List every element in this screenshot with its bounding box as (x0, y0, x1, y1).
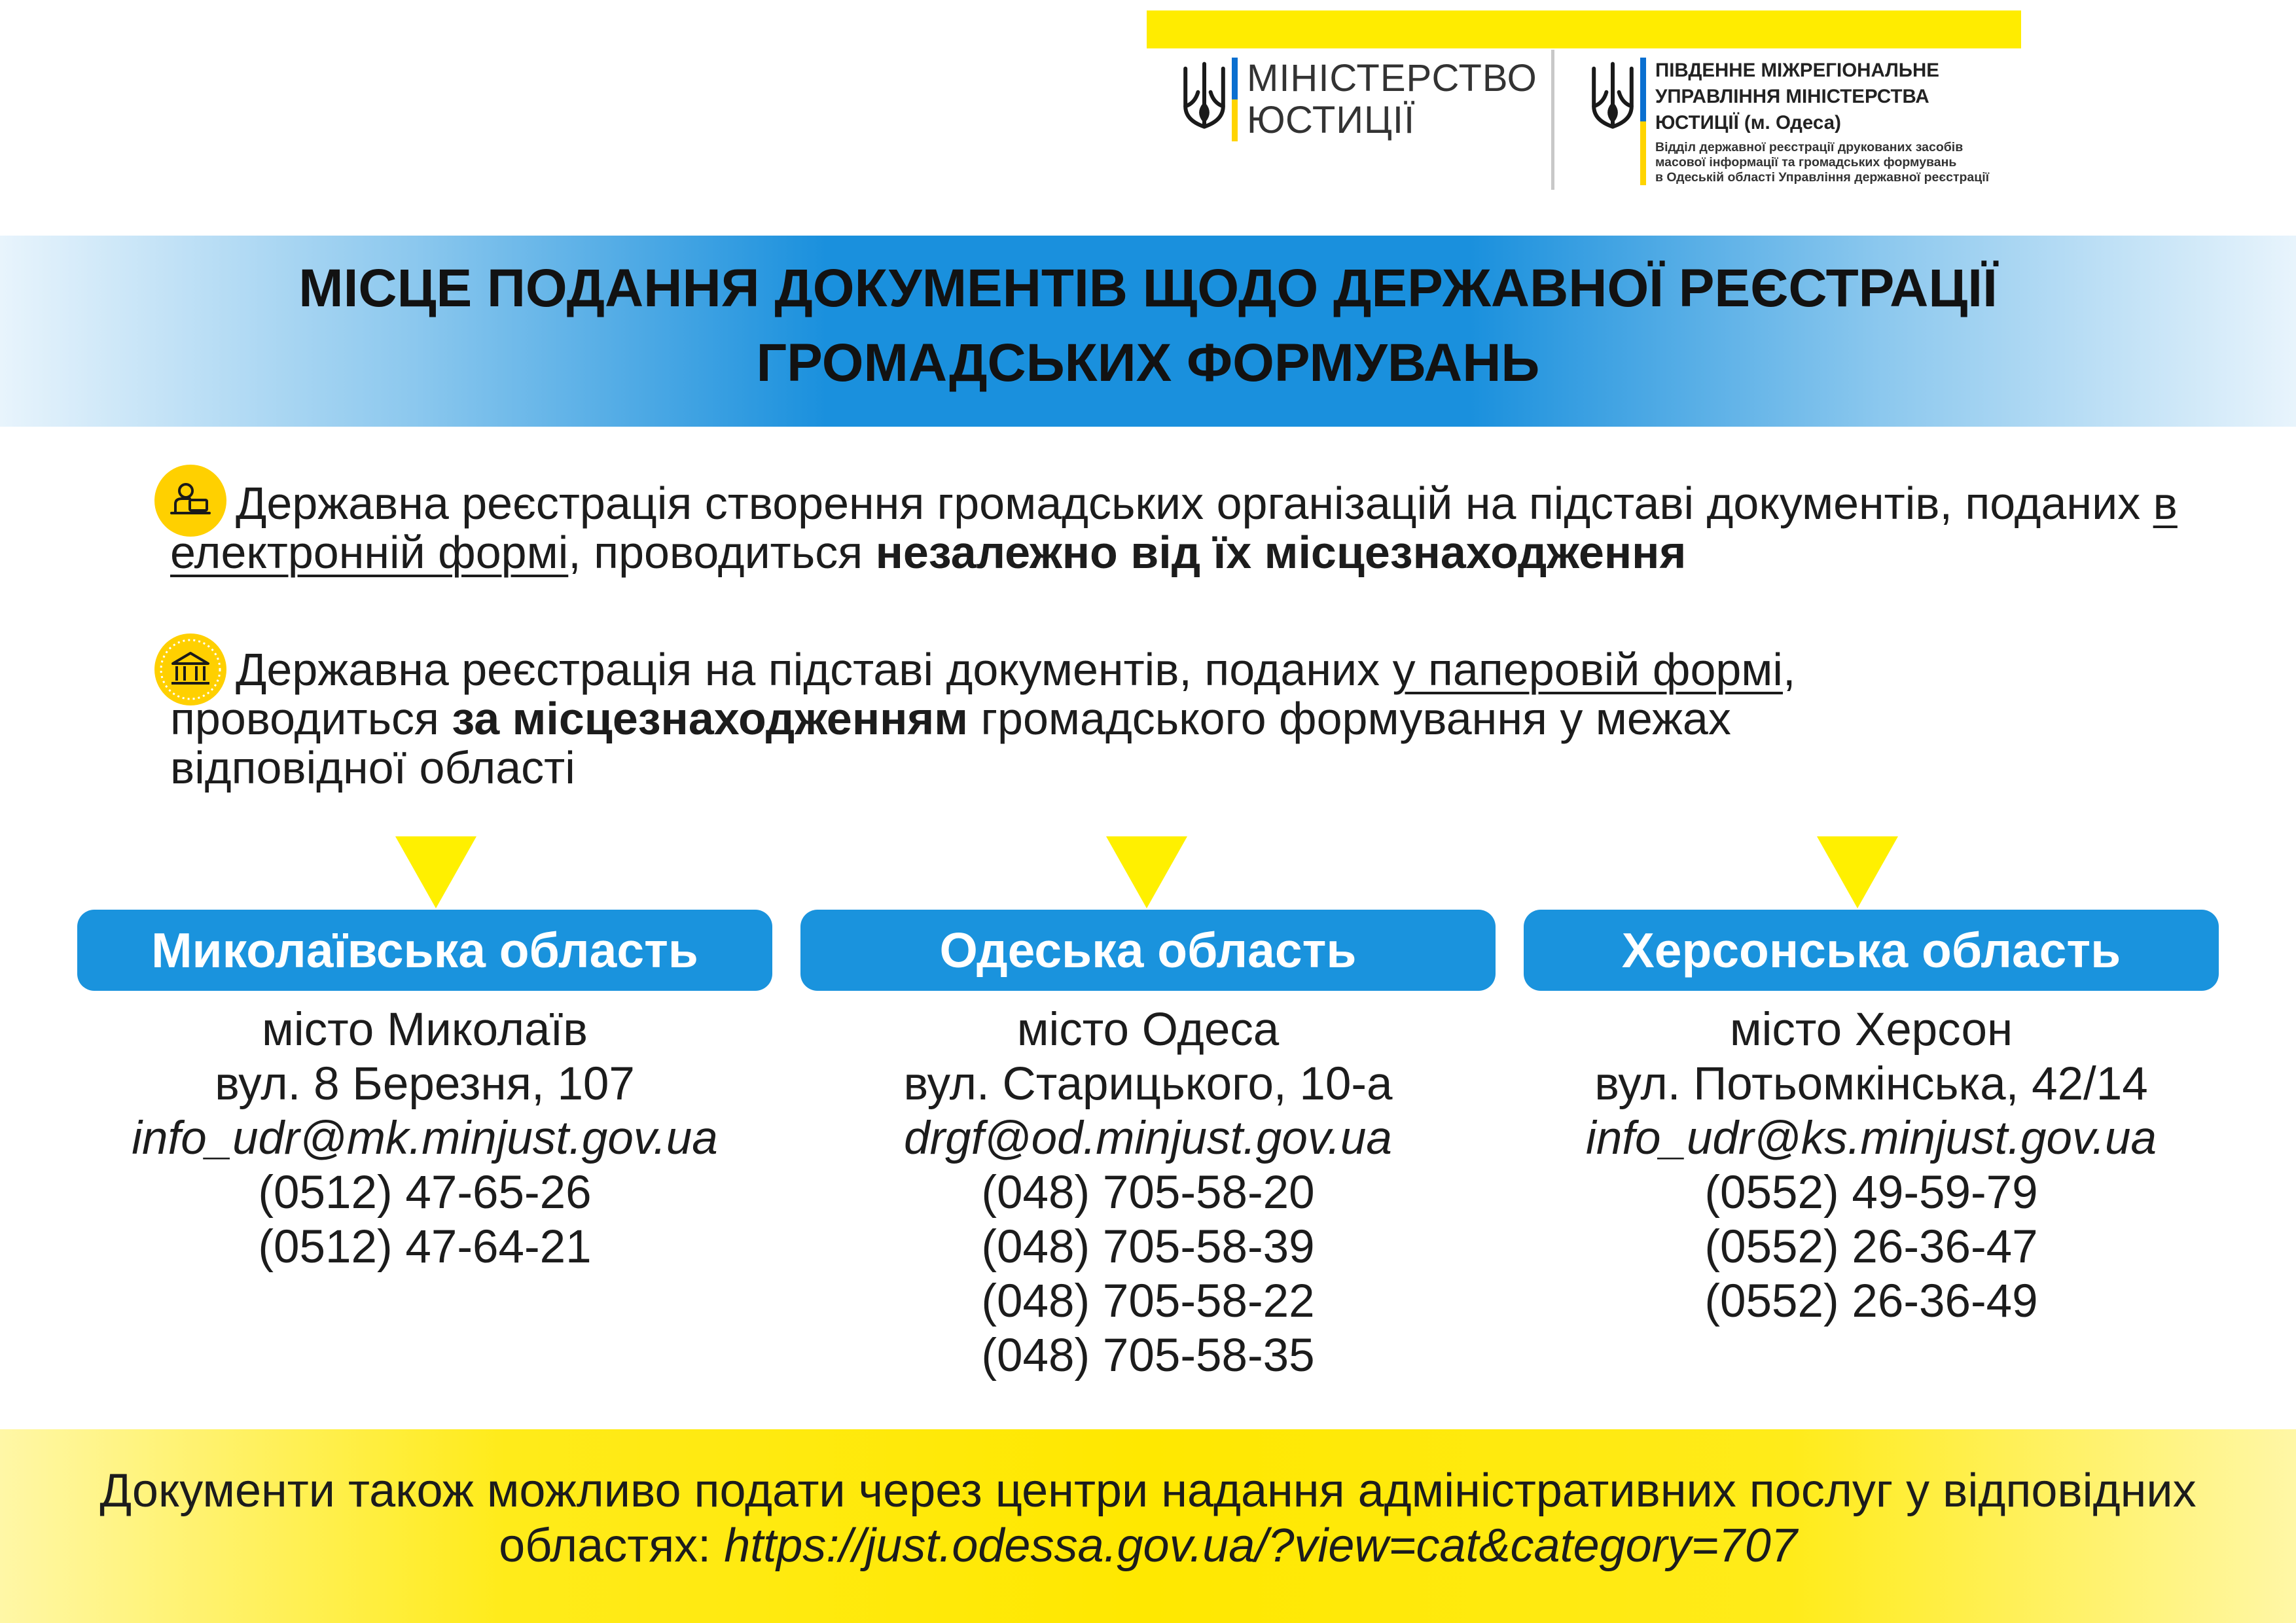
ministry-logo (1181, 58, 1537, 141)
phone: (0512) 47-64-21 (258, 1221, 592, 1273)
info-electronic-text: Державна реєстрація створення громадських організацій на підставі документів, поданих (236, 478, 2153, 529)
ministry-name: МІНІСТЕРСТВО ЮСТИЦІЇ (1247, 57, 1537, 141)
region-mykolaiv-contacts (77, 1003, 772, 1274)
phone: (0552) 49-59-79 (1704, 1167, 2038, 1219)
footer-text: Документи також можливо подати через центри надання адміністративних послуг у відповідних областях: (99, 1465, 2197, 1572)
page-title: МІСЦЕ ПОДАННЯ ДОКУМЕНТІВ ЩОДО ДЕРЖАВНОЇ РЕЄСТРАЦІЇ ГРОМАДСЬКИХ ФОРМУВАНЬ (298, 259, 1998, 393)
region-kherson-contacts (1524, 1003, 2219, 1329)
department-subtitle: Відділ державної реєстрації друкованих засобів масової інформації та громадських формувань в Одеській області Управління державної реєстрації (1655, 140, 1990, 185)
flag-stripe (1640, 58, 1646, 185)
arrow-down-icon (395, 836, 476, 908)
department-name: ПІВДЕННЕ МІЖРЕГІОНАЛЬНЕ УПРАВЛІННЯ МІНІСТЕРСТВА ЮСТИЦІЇ (м. Одеса) (1655, 60, 1939, 134)
email-link[interactable]: info_udr@mk.minjust.gov.ua (132, 1113, 718, 1164)
phone: (048) 705-58-35 (981, 1330, 1315, 1382)
info-paper-bold: за місцезнаходженням (452, 693, 969, 744)
city: місто Херсон (1729, 1004, 2013, 1056)
email-link[interactable]: info_udr@ks.minjust.gov.ua (1586, 1113, 2157, 1164)
address: вул. Старицького, 10-а (903, 1058, 1393, 1110)
department-logo (1589, 58, 1989, 185)
trident-icon (1181, 58, 1228, 136)
info-electronic-text-2: , проводиться (568, 527, 876, 578)
footer-link[interactable]: https://just.odessa.gov.ua/?view=cat&category=707 (724, 1520, 1797, 1572)
info-electronic-underlined: в електронній формі (170, 478, 2178, 578)
arrow-down-icon (1106, 836, 1187, 908)
region-kherson-header: Херсонська область (1524, 910, 2219, 991)
phone: (0552) 26-36-47 (1704, 1221, 2038, 1273)
info-paper (170, 645, 1977, 793)
email-link[interactable]: drgf@od.minjust.gov.ua (904, 1113, 1392, 1164)
info-paper-text-3: громадського формування у межах відповідної області (170, 693, 1731, 793)
address: вул. Потьомкінська, 42/14 (1594, 1058, 2148, 1110)
phone: (0552) 26-36-49 (1704, 1275, 2038, 1327)
logo-divider (1551, 50, 1554, 190)
phone: (048) 705-58-39 (981, 1221, 1315, 1273)
city: місто Одеса (1016, 1004, 1280, 1056)
phone: (0512) 47-65-26 (258, 1167, 592, 1219)
city: місто Миколаїв (262, 1004, 588, 1056)
region-odesa-contacts (800, 1003, 1496, 1383)
info-paper-underlined: у паперовій формі (1392, 644, 1783, 695)
region-mykolaiv-header: Миколаївська область (77, 910, 772, 991)
arrow-down-icon (1817, 836, 1898, 908)
address: вул. 8 Березня, 107 (215, 1058, 635, 1110)
info-electronic-bold: незалежно від їх місцезнаходження (875, 527, 1687, 578)
trident-icon (1589, 58, 1636, 136)
info-paper-text-2: , проводиться (170, 644, 1796, 744)
flag-stripe (1232, 58, 1238, 141)
phone: (048) 705-58-22 (981, 1275, 1315, 1327)
department-text (1655, 58, 1989, 185)
footer-note (0, 1463, 2296, 1573)
header-yellow-bar (1147, 10, 2021, 48)
info-paper-text: Державна реєстрація на підставі документів, поданих (236, 644, 1393, 695)
phone: (048) 705-58-20 (981, 1167, 1315, 1219)
region-odesa-header: Одеська область (800, 910, 1496, 991)
info-electronic (170, 479, 2265, 577)
